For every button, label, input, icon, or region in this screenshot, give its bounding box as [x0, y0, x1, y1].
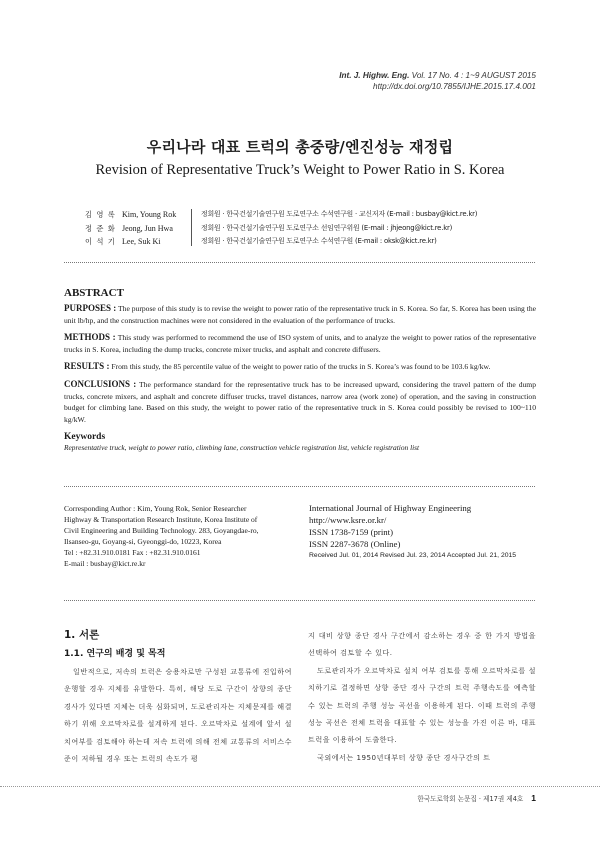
conclusions-label: CONCLUSIONS :: [64, 378, 137, 389]
footer-journal-issue: 한국도로학회 논문집 · 제17권 제4호: [417, 795, 524, 803]
abstract-section: [64, 287, 536, 453]
divider: [64, 486, 535, 487]
issn-print: ISSN 1738-7159 (print): [309, 527, 394, 537]
author-affiliation: 정회원 · 한국건설기술연구원 도로연구소 수석연구원 · 교신저자 (E-mail : busbay@kict.re.kr): [201, 210, 478, 218]
title-korean: 우리나라 대표 트럭의 총중량/엔진성능 재정립: [146, 138, 454, 156]
author-name-english: Jeong, Jun Hwa: [122, 223, 173, 233]
body-paragraph: 일반적으로, 저속의 트럭은 승용차로만 구성된 교통류에 진입하여 운행할 경우 지체를 유발한다. 특히, 해당 도로 구간이 상향의 종단 경사가 있다면 지체는 더욱 심화되며, 도로관리자는 지체문제를 해결하기 위해 오르막차로를 설계하게 된다. 오르막차로 설계에 앞서 설치여부를 검토해야 하는데 저속 트럭에 의해 전체 교통류의 서비스수준이 저하될 경우 또는 트럭의 속도가 평: [64, 667, 292, 764]
page-footer: [417, 793, 536, 803]
author-affiliation: 정회원 · 한국건설기술연구원 도로연구소 선임연구위원 (E-mail : jhjeong@kict.re.kr): [201, 223, 453, 232]
purposes-label: PURPOSES :: [64, 303, 117, 313]
divider: [64, 262, 535, 263]
journal-abbrev: Int. J. Highw. Eng.: [339, 71, 410, 80]
keywords-heading: Keywords: [64, 432, 106, 443]
divider: [64, 600, 535, 601]
abstract-methods: [64, 332, 536, 355]
journal-name: International Journal of Highway Engineering: [309, 503, 472, 513]
corr-line: Ilsanseo-gu, Goyang-si, Gyeonggi-do, 10223, Korea: [64, 537, 222, 546]
results-label: RESULTS :: [64, 361, 110, 372]
corr-line: Civil Engineering and Building Technology. 283, Goyangdae-ro,: [64, 526, 259, 535]
journal-info-block: [309, 502, 539, 562]
body-column-left: [64, 627, 292, 767]
body-column-right: [308, 627, 536, 766]
doi-link[interactable]: http://dx.doi.org/10.7855/IJHE.2015.17.4.001: [373, 82, 536, 91]
corr-line: Corresponding Author : Kim, Young Rok, Senior Researcher: [64, 504, 247, 513]
author-name-english: Lee, Suk Ki: [122, 237, 161, 246]
body-paragraph: 지 대비 상향 종단 경사 구간에서 감소하는 경우 중 한 가지 방법을 선택하여 검토할 수 있다.: [308, 631, 536, 658]
author-row: [85, 235, 555, 249]
conclusions-text: The performance standard for the representative truck has to be increased upward, considering the travel pattern of the dump trucks, concrete mixers, and asphalt and concrete diffuser trucks, travel distances, narrow area (work zone) of operation, and the saving in construction budget for climbing lane. Based on this study, the weight to power ratio of the representative truck in S. Korea could possibly be revised to 100~110 kg/kW.: [64, 379, 536, 424]
author-list: [85, 208, 555, 249]
results-text: From this study, the 85 percentile value of the weight to power ratio of the trucks in S. Korea’s was found to be 103.6 kg/kw.: [111, 362, 491, 372]
corr-email: E-mail : busbay@kict.re.kr: [64, 559, 146, 568]
methods-text: This study was performed to recommend the use of ISO system of units, and to analyze the weight to power ratios of the representative trucks in S. Korea, including the dump trucks, concrete mixer trucks, and asphalt and concrete diffusers.: [64, 333, 537, 354]
corr-line: Tel : +82.31.910.0181 Fax : +82.31.910.0161: [64, 548, 201, 557]
author-name-korean: 이 석 기: [85, 237, 116, 246]
keywords-text: Representative truck, weight to power ratio, climbing lane, construction vehicle registration list, vehicle registration list: [64, 443, 420, 453]
body-paragraph: 국외에서는 1950년대부터 상향 종단 경사구간의 트: [317, 752, 491, 762]
author-name-english: Kim, Young Rok: [122, 210, 177, 219]
subsection-title: 1.1. 연구의 배경 및 목적: [64, 649, 166, 659]
author-name-korean: 정 준 화: [85, 223, 116, 233]
abstract-heading: ABSTRACT: [64, 287, 124, 299]
author-row: [85, 208, 555, 222]
author-name-korean: 김 영 록: [85, 210, 116, 219]
issn-online: ISSN 2287-3678 (Online): [309, 539, 401, 549]
abstract-purposes: [64, 303, 536, 326]
abstract-conclusions: [64, 379, 536, 425]
title-english: Revision of Representative Truck’s Weight to Power Ratio in S. Korea: [95, 162, 505, 178]
corresponding-author-block: [64, 503, 284, 569]
body-paragraph: 도로관리자가 오르막차로 설치 여부 검토를 통해 오르막차로를 설치하기로 결정하면 상향 종단 경사 구간의 트럭 주행속도를 예측할 수 있는 트럭의 주행 성능 곡선을 이용하게 된다. 이때 트럭의 주행 성능 곡선은 전체 트럭을 대표할 수 있는 성능을 가진 이른 바, 대표 트럭을 이용하여 도출한다.: [308, 665, 536, 745]
section-title: 1. 서론: [64, 629, 100, 641]
footer-divider: [0, 786, 600, 787]
abstract-results: [64, 361, 536, 373]
purposes-text: The purpose of this study is to revise the weight to power ratio of the representative truck in S. Korea. So far, S. Korea has been using the unit lb/hp, and the construction machines were not considered in the evaluation of the performance of trucks.: [64, 304, 536, 325]
author-affiliation: 정회원 · 한국건설기술연구원 도로연구소 수석연구원 (E-mail : oksk@kict.re.kr): [201, 237, 437, 245]
journal-header: [339, 70, 536, 92]
received-dates: Received Jul. 01, 2014 Revised Jul. 23, 2014 Accepted Jul. 21, 2015: [309, 552, 517, 559]
volume-info: Vol. 17 No. 4 : 1~9 AUGUST 2015: [411, 71, 536, 80]
author-row: [85, 222, 555, 236]
journal-url[interactable]: http://www.ksre.or.kr/: [309, 515, 387, 525]
page-number: 1: [531, 793, 536, 803]
methods-label: METHODS :: [64, 332, 116, 343]
corr-line: Highway & Transportation Research Institute, Korea Institute of: [64, 515, 258, 524]
